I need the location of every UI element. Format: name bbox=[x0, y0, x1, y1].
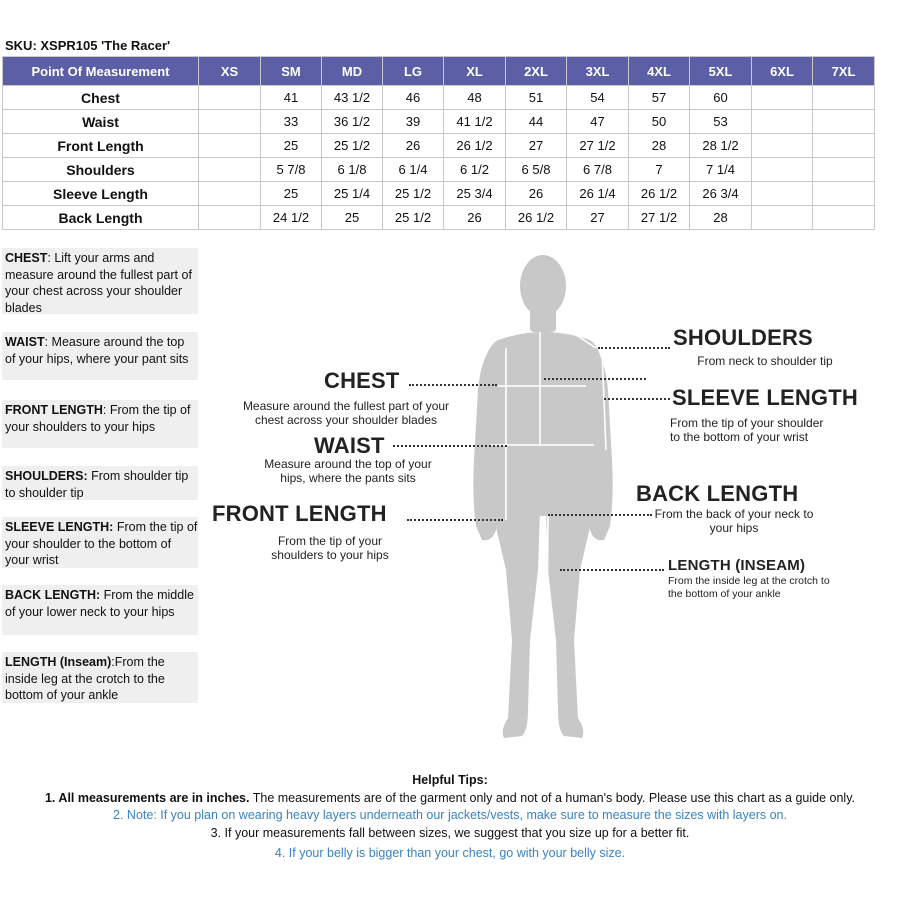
table-cell bbox=[752, 86, 813, 110]
table-cell: 48 bbox=[444, 86, 506, 110]
figure-label-inseam: LENGTH (INSEAM) bbox=[668, 557, 806, 574]
table-cell: 43 1/2 bbox=[322, 86, 383, 110]
table-cell: 25 1/2 bbox=[383, 182, 444, 206]
table-cell bbox=[813, 206, 875, 230]
table-cell: 41 bbox=[261, 86, 322, 110]
tip-4: 4. If your belly is bigger than your chest, go with your belly size. bbox=[274, 846, 626, 860]
figure-label-sleeve-length: SLEEVE LENGTH bbox=[672, 385, 858, 410]
size-chart-table bbox=[2, 56, 875, 230]
header-size-xl: XL bbox=[444, 57, 506, 86]
table-cell bbox=[813, 110, 875, 134]
table-cell: 46 bbox=[383, 86, 444, 110]
table-row bbox=[3, 182, 875, 206]
table-cell bbox=[813, 158, 875, 182]
table-cell: 25 bbox=[261, 134, 322, 158]
figure-sub-sleeve-length: From the tip of your shoulder to the bottom of your wrist bbox=[670, 416, 824, 444]
table-cell: 25 bbox=[322, 206, 383, 230]
table-cell: 7 bbox=[629, 158, 690, 182]
header-size-md: MD bbox=[322, 57, 383, 86]
desc-front-length: FRONT LENGTH: From the tip of your shoulders to your hips bbox=[2, 400, 198, 448]
table-cell bbox=[752, 158, 813, 182]
header-size-lg: LG bbox=[383, 57, 444, 86]
table-row bbox=[3, 86, 875, 110]
tip-3: 3. If your measurements fall between sizes, we suggest that you size up for a better fit. bbox=[210, 826, 690, 840]
table-cell: 26 bbox=[444, 206, 506, 230]
table-cell bbox=[199, 206, 261, 230]
table-row bbox=[3, 110, 875, 134]
table-cell: 26 1/2 bbox=[629, 182, 690, 206]
table-cell: 54 bbox=[567, 86, 629, 110]
table-cell: 26 3/4 bbox=[690, 182, 752, 206]
inseam-leader-line bbox=[560, 569, 664, 571]
table-row bbox=[3, 206, 875, 230]
figure-label-chest: CHEST bbox=[324, 368, 400, 393]
table-cell bbox=[752, 182, 813, 206]
header-point-of-measurement: Point Of Measurement bbox=[3, 57, 199, 86]
table-header-row bbox=[3, 57, 875, 86]
table-cell: 33 bbox=[261, 110, 322, 134]
desc-shoulders: SHOULDERS: From shoulder tip to shoulder tip bbox=[2, 466, 198, 500]
table-cell: 26 bbox=[506, 182, 567, 206]
sku-label: SKU: XSPR105 'The Racer' bbox=[5, 38, 171, 53]
row-label: Chest bbox=[3, 86, 199, 110]
table-cell: 25 bbox=[261, 182, 322, 206]
table-cell: 6 1/2 bbox=[444, 158, 506, 182]
table-cell: 27 1/2 bbox=[629, 206, 690, 230]
figure-label-waist: WAIST bbox=[314, 433, 385, 458]
sleeve-leader-line bbox=[604, 398, 670, 400]
header-size-4xl: 4XL bbox=[629, 57, 690, 86]
desc-chest: CHEST: Lift your arms and measure around the fullest part of your chest across your shoulder blades bbox=[2, 248, 198, 314]
table-cell bbox=[199, 110, 261, 134]
table-row bbox=[3, 134, 875, 158]
row-label: Back Length bbox=[3, 206, 199, 230]
chest-leader-line bbox=[409, 384, 497, 386]
row-label: Shoulders bbox=[3, 158, 199, 182]
table-cell: 26 bbox=[383, 134, 444, 158]
table-cell bbox=[813, 86, 875, 110]
table-cell: 51 bbox=[506, 86, 567, 110]
table-cell: 44 bbox=[506, 110, 567, 134]
desc-inseam: LENGTH (Inseam):From the inside leg at the crotch to the bottom of your ankle bbox=[2, 652, 198, 703]
table-cell: 60 bbox=[690, 86, 752, 110]
header-size-2xl: 2XL bbox=[506, 57, 567, 86]
table-cell: 57 bbox=[629, 86, 690, 110]
table-cell bbox=[813, 134, 875, 158]
tip-1: 1. All measurements are in inches. The measurements are of the garment only and not of a human's body. Please use this chart as a guide only. bbox=[44, 791, 856, 805]
table-cell: 27 1/2 bbox=[567, 134, 629, 158]
table-cell: 27 bbox=[506, 134, 567, 158]
table-cell: 26 1/2 bbox=[506, 206, 567, 230]
header-size-xs: XS bbox=[199, 57, 261, 86]
table-cell: 25 1/2 bbox=[383, 206, 444, 230]
table-cell: 53 bbox=[690, 110, 752, 134]
table-cell bbox=[752, 134, 813, 158]
row-label: Front Length bbox=[3, 134, 199, 158]
table-cell: 27 bbox=[567, 206, 629, 230]
table-cell: 6 1/8 bbox=[322, 158, 383, 182]
figure-sub-shoulders: From neck to shoulder tip bbox=[697, 354, 833, 368]
figure-sub-front-length: From the tip of your shoulders to your hips bbox=[271, 534, 389, 562]
desc-back-length: BACK LENGTH: From the middle of your lower neck to your hips bbox=[2, 585, 198, 635]
table-row bbox=[3, 158, 875, 182]
tip-2: 2. Note: If you plan on wearing heavy layers underneath our jackets/vests, make sure to measure the sizes with layers on. bbox=[113, 808, 787, 822]
header-size-6xl: 6XL bbox=[752, 57, 813, 86]
waist-leader-line bbox=[393, 445, 507, 447]
table-cell: 24 1/2 bbox=[261, 206, 322, 230]
table-cell: 28 bbox=[629, 134, 690, 158]
figure-sub-waist: Measure around the top of your hips, where the pants sits bbox=[264, 457, 432, 485]
figure-label-shoulders: SHOULDERS bbox=[673, 325, 813, 350]
table-cell: 6 5/8 bbox=[506, 158, 567, 182]
figure-sub-inseam: From the inside leg at the crotch to the bottom of your ankle bbox=[668, 575, 830, 600]
table-cell: 39 bbox=[383, 110, 444, 134]
back-length-leader-line bbox=[548, 514, 652, 516]
tips-heading: Helpful Tips: bbox=[412, 773, 488, 787]
table-cell: 26 1/4 bbox=[567, 182, 629, 206]
header-size-sm: SM bbox=[261, 57, 322, 86]
figure-label-back-length: BACK LENGTH bbox=[636, 481, 799, 506]
table-cell: 47 bbox=[567, 110, 629, 134]
table-cell: 25 1/4 bbox=[322, 182, 383, 206]
desc-waist: WAIST: Measure around the top of your hips, where your pant sits bbox=[2, 332, 198, 380]
table-cell: 41 1/2 bbox=[444, 110, 506, 134]
header-size-5xl: 5XL bbox=[690, 57, 752, 86]
table-cell: 28 1/2 bbox=[690, 134, 752, 158]
table-cell bbox=[199, 86, 261, 110]
chest-right-leader-line bbox=[544, 378, 646, 380]
table-cell: 26 1/2 bbox=[444, 134, 506, 158]
table-cell: 5 7/8 bbox=[261, 158, 322, 182]
table-cell: 25 3/4 bbox=[444, 182, 506, 206]
figure-sub-chest: Measure around the fullest part of your chest across your shoulder blades bbox=[242, 399, 450, 427]
figure-sub-back-length: From the back of your neck to your hips bbox=[654, 507, 814, 535]
table-cell: 36 1/2 bbox=[322, 110, 383, 134]
table-cell: 50 bbox=[629, 110, 690, 134]
table-cell bbox=[752, 110, 813, 134]
table-cell: 6 1/4 bbox=[383, 158, 444, 182]
figure-label-front-length: FRONT LENGTH bbox=[212, 501, 387, 526]
table-cell: 7 1/4 bbox=[690, 158, 752, 182]
table-cell bbox=[752, 206, 813, 230]
table-cell bbox=[199, 182, 261, 206]
row-label: Waist bbox=[3, 110, 199, 134]
front-length-leader-line bbox=[407, 519, 503, 521]
header-size-7xl: 7XL bbox=[813, 57, 875, 86]
shoulders-leader-line bbox=[598, 347, 670, 349]
table-cell bbox=[199, 158, 261, 182]
table-cell bbox=[813, 182, 875, 206]
table-cell bbox=[199, 134, 261, 158]
header-size-3xl: 3XL bbox=[567, 57, 629, 86]
table-cell: 6 7/8 bbox=[567, 158, 629, 182]
table-cell: 28 bbox=[690, 206, 752, 230]
desc-sleeve-length: SLEEVE LENGTH: From the tip of your shoulder to the bottom of your wrist bbox=[2, 517, 198, 568]
table-cell: 25 1/2 bbox=[322, 134, 383, 158]
row-label: Sleeve Length bbox=[3, 182, 199, 206]
